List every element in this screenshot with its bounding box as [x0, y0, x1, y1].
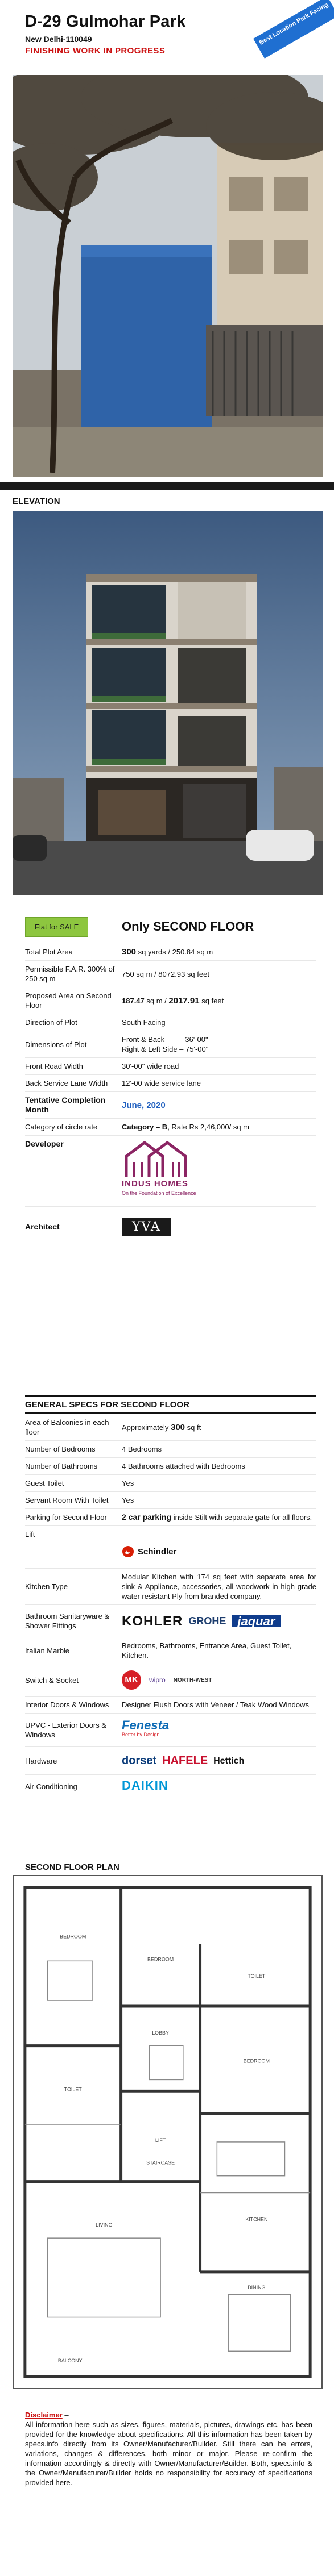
fenesta-logo: Fenesta — [122, 1718, 170, 1732]
spec-row: Bathroom Sanitaryware & Shower Fittings KOHLER GROHE jaquar — [25, 1605, 316, 1637]
disclaimer-text: All information here such as sizes, figures, materials, pictures, drawings etc. has been provided for the knowledge about specifications. All this information has been taken by specs.info directly from its Owner/Manufacturer/Builder. Still there can be errors, variations, changes & differences, both minor or major. Please re-confirm the information accordingly & directly with Owner/Manufacturer/Builder. Both, specs.info & the Owner/Manufacturer/Builder holds no responsibility for accuracy of specifications provided here. — [25, 2420, 312, 2487]
section-divider — [0, 482, 334, 490]
general-specs — [25, 1395, 316, 1798]
floor-plan — [13, 1875, 323, 2389]
hafele-logo: HAFELE — [162, 1754, 208, 1767]
disclaimer: Disclaimer – All information here such as sizes, figures, materials, pictures, drawings etc. has been provided for the knowledge about specifications. All this information has been taken by specs.info directly from its Owner/Manufacturer/Builder. Still there can be errors, variations, changes & differences, both minor or major. Please re-confirm the information accordingly & directly with Owner/Manufacturer/Builder. Both, specs.info & the Owner/Manufacturer/Builder holds no responsibility for accuracy of specifications provided here. — [25, 2411, 312, 2487]
detail-row: Proposed Area on Second Floor 187.47 sq m / 2017.91 sq feet — [25, 987, 316, 1014]
kohler-logo: KOHLER — [122, 1613, 183, 1629]
detail-row: Dimensions of Plot Front & Back – 36'-00" Right & Left Side – 75'-00" — [25, 1031, 316, 1058]
spec-row: Interior Doors & Windows Designer Flush Doors with Veneer / Teak Wood Windows — [25, 1697, 316, 1714]
spec-row: Number of Bathrooms 4 Bathrooms attached with Bedrooms — [25, 1458, 316, 1475]
disclaimer-heading: Disclaimer — [25, 2411, 63, 2419]
grohe-logo: GROHE — [188, 1615, 226, 1627]
dorset-logo: dorset — [122, 1754, 157, 1767]
spec-row: Area of Balconies in each floor Approximately 300 sq ft — [25, 1414, 316, 1441]
site-photo — [13, 75, 323, 477]
detail-row: Front Road Width 30'-00" wide road — [25, 1058, 316, 1075]
schindler-logo: Schindler — [122, 1545, 176, 1558]
plan-label: DINING — [248, 2284, 266, 2290]
hettich-logo: Hettich — [213, 1756, 245, 1766]
architect-logo: YVA — [122, 1218, 171, 1236]
detail-row: Tentative Completion Month June, 2020 — [25, 1092, 316, 1119]
north-west-logo: NORTH-WEST — [173, 1677, 212, 1683]
developer-row: Developer INDUS HOMES On the Foundation of Excellence — [25, 1136, 316, 1207]
developer-logo: INDUS HOMES On the Foundation of Excellence — [122, 1139, 316, 1198]
detail-row: Category of circle rate Category – B, Rate Rs 2,46,000/ sq m — [25, 1119, 316, 1136]
spec-row: Air Conditioning DAIKIN — [25, 1775, 316, 1798]
plan-label: BEDROOM — [243, 2058, 270, 2064]
general-specs-heading: GENERAL SPECS FOR SECOND FLOOR — [25, 1395, 316, 1414]
spec-row: Switch & Socket MK wipro NORTH-WEST — [25, 1664, 316, 1697]
location-ribbon: Best Location Park Facing — [253, 0, 334, 59]
spec-row: Servant Room With Toilet Yes — [25, 1492, 316, 1509]
address: New Delhi-110049 — [25, 35, 92, 44]
property-details — [25, 914, 316, 1247]
elevation-heading: ELEVATION — [13, 497, 60, 506]
spec-row: Kitchen Type Modular Kitchen with 174 sq feet with separate area for sink & Appliance, accessories, all woodwork in high grade water resistant Ply from branded company. — [25, 1569, 316, 1605]
spec-row: Hardware dorset HAFELE Hettich — [25, 1747, 316, 1775]
schindler-icon — [122, 1545, 134, 1558]
listing-header — [0, 0, 334, 74]
plan-label: STAIRCASE — [146, 2160, 175, 2166]
floor-plan-heading: SECOND FLOOR PLAN — [25, 1862, 119, 1872]
spec-row: Lift Schindler — [25, 1526, 316, 1569]
wipro-logo: wipro — [149, 1675, 166, 1684]
jaquar-logo: jaquar — [232, 1615, 281, 1627]
page-title: D-29 Gulmohar Park — [25, 12, 186, 31]
status-text: FINISHING WORK IN PROGRESS — [25, 46, 166, 56]
detail-row: Permissible F.A.R. 300% of 250 sq m 750 sq m / 8072.93 sq feet — [25, 961, 316, 987]
spec-row: Guest Toilet Yes — [25, 1475, 316, 1492]
spec-row: Italian Marble Bedrooms, Bathrooms, Entrance Area, Guest Toilet, Kitchen. — [25, 1637, 316, 1664]
spec-row: Parking for Second Floor 2 car parking inside Stilt with separate gate for all floors. — [25, 1509, 316, 1526]
plan-label: LIFT — [155, 2137, 166, 2143]
detail-row: Back Service Lane Width 12'-00 wide service lane — [25, 1075, 316, 1092]
mk-logo: MK — [122, 1670, 141, 1690]
plan-label: LOBBY — [152, 2029, 169, 2036]
detail-row: Total Plot Area 300 sq yards / 250.84 sq m — [25, 944, 316, 961]
daikin-logo: DAIKIN — [122, 1778, 168, 1793]
plan-label: BALCONY — [57, 2358, 83, 2364]
plan-label: KITCHEN — [245, 2216, 268, 2223]
plan-label: BEDROOM — [147, 1956, 174, 1962]
indus-homes-icon — [122, 1139, 190, 1179]
sale-headline: Only SECOND FLOOR — [122, 919, 254, 933]
elevation-render — [13, 511, 323, 895]
spec-row: UPVC - Exterior Doors & Windows Fenesta Better by Design — [25, 1714, 316, 1747]
sale-row — [25, 914, 316, 944]
sale-badge: Flat for SALE — [25, 917, 88, 937]
spec-row: Number of Bedrooms 4 Bedrooms — [25, 1441, 316, 1458]
architect-row: Architect YVA — [25, 1207, 316, 1247]
plan-label: BEDROOM — [60, 1933, 86, 1940]
plan-label: TOILET — [64, 2086, 82, 2093]
plan-label: TOILET — [248, 1973, 266, 1979]
detail-row: Direction of Plot South Facing — [25, 1014, 316, 1031]
floor-plan-drawing — [14, 1876, 321, 2388]
plan-label: LIVING — [96, 2222, 113, 2228]
